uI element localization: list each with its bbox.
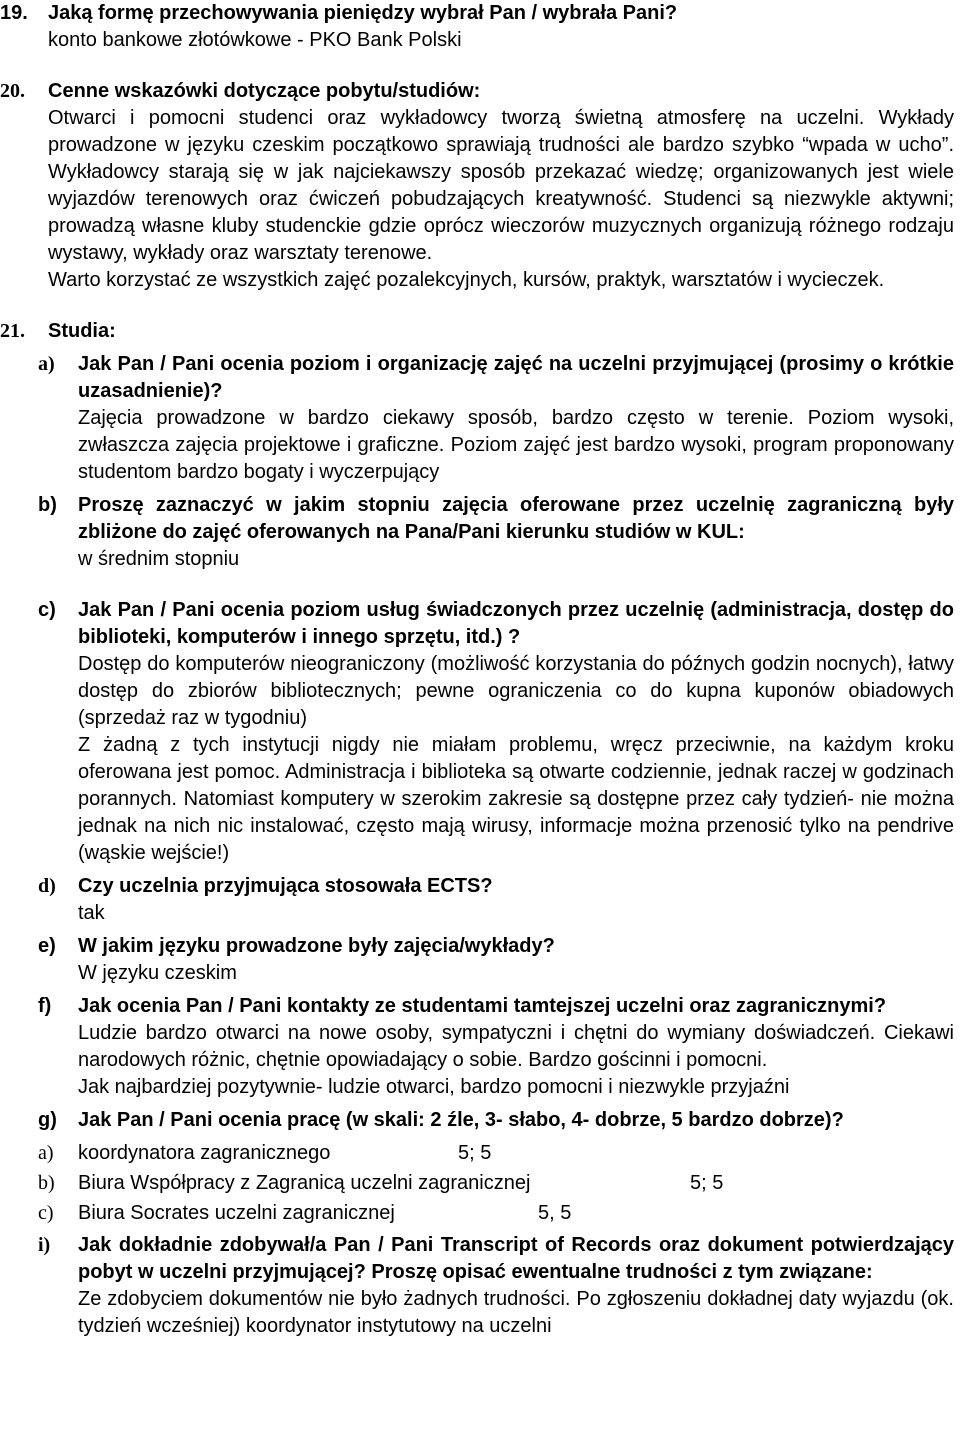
item-label: f) [38, 995, 52, 1017]
question-text: Jak Pan / Pani ocenia pracę (w skali: 2 źle, 3- słabo, 4- dobrze, 5 bardzo dobrze)? [78, 1109, 844, 1131]
item-label: b) [38, 494, 57, 516]
question-number: 21. [0, 320, 25, 342]
question-21d [0, 873, 960, 927]
answer-text-2: Warto korzystać ze wszystkich zajęć pozalekcyjnych, kursów, praktyk, warsztatów i wycieczek. [48, 269, 885, 291]
question-21f [0, 993, 960, 1101]
rating-value: 5; 5 [458, 1142, 492, 1164]
answer-text: konto bankowe złotówkowe - PKO Bank Polski [48, 29, 462, 51]
rating-name: koordynatora zagranicznego [78, 1142, 331, 1164]
question-21i [0, 1232, 960, 1340]
answer-text: Zajęcia prowadzone w bardzo ciekawy sposób, bardzo często w terenie. Poziom wysoki, zwłaszcza zajęcia projektowe i graficzne. Poziom zajęć jest bardzo wysoki, program proponowany studentom bardzo bogaty i wyczerpujący [78, 407, 954, 483]
question-21b [0, 492, 960, 573]
item-label: a) [38, 353, 55, 375]
question-21e [0, 933, 960, 987]
rating-row [0, 1170, 960, 1200]
item-label: g) [38, 1109, 57, 1131]
rating-row [0, 1200, 960, 1230]
rating-value: 5; 5 [690, 1172, 724, 1194]
rating-label: c) [38, 1202, 54, 1224]
question-text: W jakim języku prowadzone były zajęcia/wykłady? [78, 935, 555, 957]
rating-label: a) [38, 1142, 54, 1164]
answer-text: Otwarci i pomocni studenci oraz wykładowcy tworzą świetną atmosferę na uczelni. Wykłady prowadzone w języku czeskim początkowo sprawiają trudności ale bardzo szybko “wpada w ucho”. Wykładowcy starają się w jak najciekawszy sposób przekazać wiedzę; organizowanych jest wiele wyjazdów terenowych oraz ćwiczeń pobudzających kreatywność. Studenci są niezwykle aktywni; prowadzą własne kluby studenckie gdzie oprócz wieczorów muzycznych organizują różnego rodzaju wystawy, wykłady oraz warsztaty terenowe. [48, 107, 954, 264]
question-21c [0, 597, 960, 867]
item-label: d) [38, 875, 56, 897]
answer-text-2: Z żadną z tych instytucji nigdy nie miałam problemu, wręcz przeciwnie, na każdym kroku oferowana jest pomoc. Administracja i biblioteka są otwarte codziennie, jednak raczej w godzinach porannych. Natomiast komputery w szerokim zakresie są dostępne przez cały tydzień- nie można jednak na nich nic instalować, często mają wirusy, informacje można przenosić tylko na pendrive (wąskie wejście!) [78, 734, 954, 864]
section-title: Studia: [48, 320, 116, 342]
answer-text: W języku czeskim [78, 962, 237, 984]
question-21g [0, 1107, 960, 1134]
item-label: c) [38, 599, 56, 621]
question-text: Czy uczelnia przyjmująca stosowała ECTS? [78, 875, 493, 897]
answer-text: Dostęp do komputerów nieograniczony (możliwość korzystania do późnych godzin nocnych), łatwy dostęp do zbiorów bibliotecznych; pewne ograniczenia co do kupna kuponów obiadowych (sprzedaż raz w tygodniu) [78, 653, 954, 729]
item-label: i) [38, 1234, 51, 1256]
question-text: Jak Pan / Pani ocenia poziom usług świadczonych przez uczelnię (administracja, dostęp do biblioteki, komputerów i innego sprzętu, itd.) ? [78, 599, 954, 648]
question-text: Jak ocenia Pan / Pani kontakty ze studentami tamtejszej uczelni oraz zagranicznymi? [78, 995, 887, 1017]
question-20 [0, 78, 960, 294]
answer-text: Ze zdobyciem dokumentów nie było żadnych trudności. Po zgłoszeniu dokładnej daty wyjazdu (ok. tydzień wcześniej) koordynator instytutowy na uczelni [78, 1288, 954, 1337]
rating-name: Biura Socrates uczelni zagranicznej [78, 1202, 395, 1224]
question-text: Proszę zaznaczyć w jakim stopniu zajęcia oferowane przez uczelnię zagraniczną były zbliżone do zajęć oferowanych na Pana/Pani kierunku studiów w KUL: [78, 494, 954, 543]
rating-row [0, 1140, 960, 1170]
question-text: Jak Pan / Pani ocenia poziom i organizację zajęć na uczelni przyjmującej (prosimy o krótkie uzasadnienie)? [78, 353, 954, 402]
answer-text: Ludzie bardzo otwarci na nowe osoby, sympatyczni i chętni do wymiany doświadczeń. Ciekawi narodowych różnic, chętnie opowiadający o sobie. Bardzo gościnni i pomocni. [78, 1022, 954, 1071]
question-text: Jak dokładnie zdobywał/a Pan / Pani Transcript of Records oraz dokument potwierdzający pobyt w uczelni przyjmującej? Proszę opisać ewentualne trudności z tym związane: [78, 1234, 954, 1283]
answer-text: tak [78, 902, 105, 924]
rating-name: Biura Współpracy z Zagranicą uczelni zagranicznej [78, 1172, 531, 1194]
question-21a [0, 351, 960, 486]
question-21 [0, 318, 960, 345]
question-number: 19. [0, 2, 28, 24]
rating-value: 5, 5 [538, 1202, 572, 1224]
question-number: 20. [0, 80, 25, 102]
answer-text: w średnim stopniu [78, 548, 240, 570]
question-19 [0, 0, 960, 54]
question-text: Jaką formę przechowywania pieniędzy wybrał Pan / wybrała Pani? [48, 2, 678, 24]
question-text: Cenne wskazówki dotyczące pobytu/studiów: [48, 80, 481, 102]
rating-label: b) [38, 1172, 55, 1194]
item-label: e) [38, 935, 56, 957]
answer-text-2: Jak najbardziej pozytywnie- ludzie otwarci, bardzo pomocni i niezwykle przyjaźni [78, 1076, 790, 1098]
